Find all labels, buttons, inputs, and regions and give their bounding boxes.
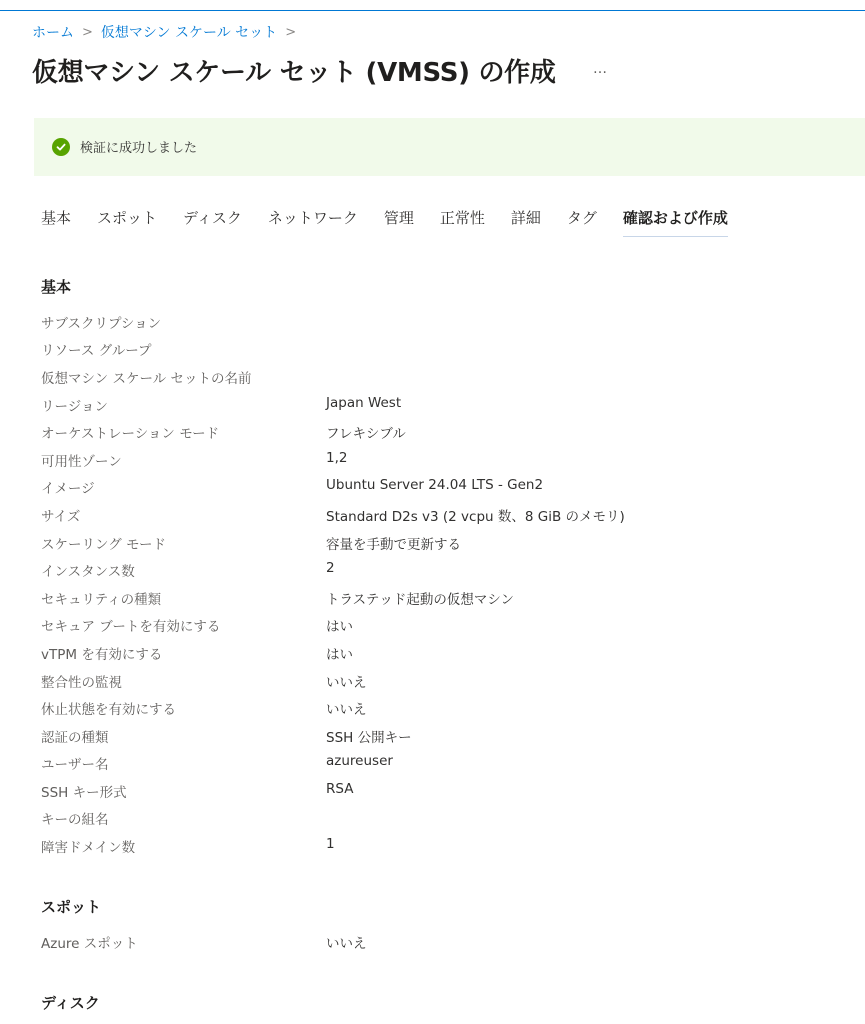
row-label: 整合性の監視 xyxy=(41,675,122,691)
summary-row-image xyxy=(41,477,841,497)
row-label: スケーリング モード xyxy=(41,537,166,553)
validation-banner xyxy=(34,118,865,176)
more-options-icon[interactable]: … xyxy=(593,61,608,77)
breadcrumb xyxy=(32,22,304,42)
row-label: 仮想マシン スケール セットの名前 xyxy=(41,371,252,387)
row-value: RSA xyxy=(326,781,354,797)
row-label: ユーザー名 xyxy=(41,757,109,773)
section-heading-basics: 基本 xyxy=(41,278,72,296)
summary-row-integrity-monitoring xyxy=(41,671,841,691)
breadcrumb-home-link[interactable]: ホーム xyxy=(32,25,74,41)
breadcrumb-separator: > xyxy=(82,24,93,40)
row-label: vTPM を有効にする xyxy=(41,647,163,663)
row-label: サイズ xyxy=(41,509,81,525)
summary-row-username xyxy=(41,753,841,773)
row-value: いいえ xyxy=(326,702,367,718)
row-value: SSH 公開キー xyxy=(326,730,412,746)
summary-row-hibernation xyxy=(41,698,841,718)
section-heading-spot: スポット xyxy=(41,898,102,916)
row-value: フレキシブル xyxy=(326,426,406,442)
summary-row-key-pair-name xyxy=(41,808,841,828)
summary-row-azure-spot xyxy=(41,932,841,952)
row-label: サブスクリプション xyxy=(41,316,162,332)
summary-row-resource-group xyxy=(41,339,841,359)
tab-disks[interactable]: ディスク xyxy=(183,209,242,227)
row-label: イメージ xyxy=(41,481,95,497)
row-value: Ubuntu Server 24.04 LTS - Gen2 xyxy=(326,477,544,493)
row-value: いいえ xyxy=(326,675,367,691)
page-title: 仮想マシン スケール セット (VMSS) の作成 xyxy=(32,58,556,88)
row-value: トラステッド起動の仮想マシン xyxy=(326,592,514,608)
summary-row-authentication-type xyxy=(41,726,841,746)
tab-review-create[interactable]: 確認および作成 xyxy=(623,207,728,237)
summary-row-subscription xyxy=(41,312,841,332)
row-label: 休止状態を有効にする xyxy=(41,702,176,718)
row-value: はい xyxy=(326,647,353,663)
summary-row-scaling-mode xyxy=(41,533,841,553)
row-label: リソース グループ xyxy=(41,343,152,359)
row-value: 2 xyxy=(326,560,335,576)
row-label: SSH キー形式 xyxy=(41,785,127,801)
tab-management[interactable]: 管理 xyxy=(383,209,414,227)
row-value: Japan West xyxy=(326,395,402,411)
row-label: インスタンス数 xyxy=(41,564,135,580)
top-border xyxy=(0,10,865,11)
summary-row-secure-boot xyxy=(41,615,841,635)
summary-row-availability-zone xyxy=(41,450,841,470)
row-value: 1 xyxy=(326,836,335,852)
summary-row-region xyxy=(41,395,841,415)
row-label: Azure スポット xyxy=(41,936,138,952)
success-check-icon xyxy=(52,138,70,156)
summary-row-size xyxy=(41,505,841,525)
row-label: 障害ドメイン数 xyxy=(41,840,136,856)
tab-health[interactable]: 正常性 xyxy=(439,209,485,227)
summary-row-vmss-name xyxy=(41,367,841,387)
summary-row-vtpm xyxy=(41,643,841,663)
row-value: Standard D2s v3 (2 vcpu 数、8 GiB のメモリ) xyxy=(326,509,625,525)
breadcrumb-vmss-link[interactable]: 仮想マシン スケール セット xyxy=(100,25,278,41)
wizard-tabs xyxy=(41,207,754,237)
summary-row-ssh-key-format xyxy=(41,781,841,801)
row-value: いいえ xyxy=(326,936,367,952)
row-label: オーケストレーション モード xyxy=(41,426,220,442)
tab-basics[interactable]: 基本 xyxy=(41,209,72,227)
summary-row-security-type xyxy=(41,588,841,608)
summary-row-fault-domain-count xyxy=(41,836,841,856)
row-label: キーの組名 xyxy=(41,812,109,828)
tab-tags[interactable]: タグ xyxy=(566,209,597,227)
validation-message: 検証に成功しました xyxy=(80,141,198,156)
row-label: リージョン xyxy=(41,399,108,415)
row-value: azureuser xyxy=(326,753,393,769)
tab-networking[interactable]: ネットワーク xyxy=(267,209,358,227)
tab-spot[interactable]: スポット xyxy=(97,209,158,227)
row-value: 容量を手動で更新する xyxy=(326,537,461,553)
row-value: 1,2 xyxy=(326,450,348,466)
breadcrumb-separator: > xyxy=(285,24,297,40)
summary-row-orchestration-mode xyxy=(41,422,841,442)
row-value: はい xyxy=(326,619,353,635)
row-label: 認証の種類 xyxy=(41,730,109,746)
row-label: セキュリティの種類 xyxy=(41,592,162,608)
row-label: 可用性ゾーン xyxy=(41,454,122,470)
tab-advanced[interactable]: 詳細 xyxy=(510,209,541,227)
section-heading-disk: ディスク xyxy=(41,994,100,1012)
summary-row-instance-count xyxy=(41,560,841,580)
row-label: セキュア ブートを有効にする xyxy=(41,619,221,635)
